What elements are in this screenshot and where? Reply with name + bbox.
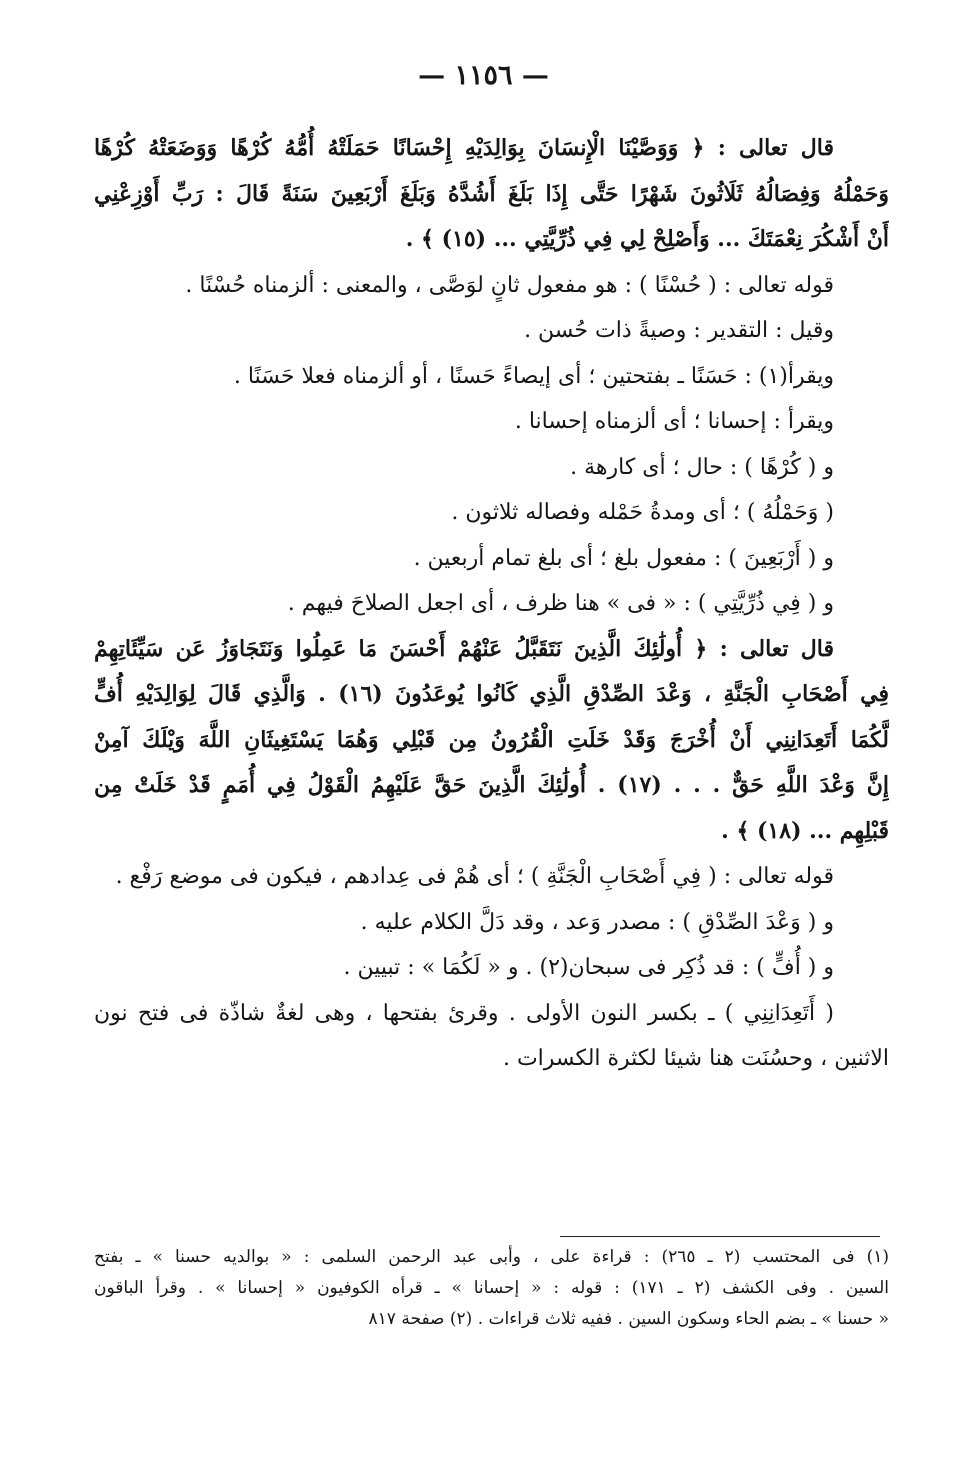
verse-line: قَبْلِهِم ... (١٨) ﴾ .: [721, 817, 889, 844]
main-text: [94, 126, 889, 1082]
verse-line: قال تعالى : ﴿ أُولَٰئِكَ الَّذِينَ نَتَقَبَّلُ عَنْهُمْ أَحْسَنَ مَا عَمِلُوا وَنَتَجَاوَزُ عَن سَيِّئَاتِهِمْ: [94, 635, 835, 662]
text-line: ( أَتَعِدَانِنِي ) ـ بكسر النون الأولى . وقرئ بفتحها ، وهى لغةٌ شاذّة فى فتح نون: [94, 1000, 834, 1026]
footnotes: [94, 1242, 889, 1335]
text-line: وقيل : التقدير : وصيةً ذات حُسن .: [524, 318, 834, 343]
page-number: — ١١٥٦ —: [418, 60, 549, 91]
text-line: قوله تعالى : ( حُسْنًا ) : هو مفعول ثانٍ لوَصَّى ، والمعنى : ألزمناه حُسْنًا .: [185, 272, 834, 298]
text-line: ( وَحَمْلُهُ ) ؛ أى ومدةُ حَمْله وفصاله ثلاثون .: [451, 500, 834, 525]
footnote-line: (١) فى المحتسب (٢ ـ ٢٦٥) : قراءة على ، وأبى عبد الرحمن السلمى : « بوالديه حسنا » ـ بفتح: [94, 1247, 889, 1267]
footnote-line: « حسنا » ـ بضم الحاء وسكون السين . ففيه ثلاث قراءات . (٢) صفحة ٨١٧: [368, 1309, 889, 1329]
text-line: و ( فِي ذُرِّيَّتِي ) : « فى » هنا ظرف ، أى اجعل الصلاحَ فيهم .: [287, 591, 834, 616]
text-line: قوله تعالى : ( فِي أَصْحَابِ الْجَنَّةِ ) ؛ أى هُمْ فى عِدادهم ، فيكون فى موضع رَفْع .: [115, 864, 834, 889]
footnote-separator: [560, 1236, 880, 1237]
text-line: الاثنين ، وحسُنَت هنا شيئا لكثرة الكسرات .: [502, 1046, 889, 1071]
footnote-line: السين . وفى الكشف (٢ ـ ١٧١) : قوله : « إحسانا » ـ قرأه الكوفيون « إحسانا » . وقرأ الباقون: [94, 1278, 889, 1298]
verse-line: إِنَّ وَعْدَ اللَّهِ حَقٌّ . . . (١٧) . أُولَٰئِكَ الَّذِينَ حَقَّ عَلَيْهِمُ الْقَوْلُ فِي أُمَمٍ قَدْ خَلَتْ مِن: [94, 772, 889, 798]
text-line: ويقرأ(١) : حَسَنًا ـ بفتحتين ؛ أى إيصاءً حَسنًا ، أو ألزمناه فعلا حَسَنًا .: [233, 363, 834, 389]
verse-line: وَحَمْلُهُ وَفِصَالُهُ ثَلَاثُونَ شَهْرًا حَتَّى إِذَا بَلَغَ أَشُدَّهُ وَبَلَغَ أَرْبَعِينَ سَنَةً قَالَ : رَبِّ أَوْزِعْنِي: [94, 180, 889, 207]
verse-line: فِي أَصْحَابِ الْجَنَّةِ ، وَعْدَ الصِّدْقِ الَّذِي كَانُوا يُوعَدُونَ (١٦) . وَالَّذِي قَالَ لِوَالِدَيْهِ أُفٍّ: [94, 681, 889, 707]
text-line: و ( أَرْبَعِينَ ) : مفعول بلغ ؛ أى بلغ تمام أربعين .: [413, 545, 834, 571]
verse-line: لَّكُمَا أَتَعِدَانِنِي أَنْ أُخْرَجَ وَقَدْ خَلَتِ الْقُرُونُ مِن قَبْلِي وَهُمَا يَسْتَغِيثَانِ اللَّهَ وَيْلَكَ آمِنْ: [94, 726, 889, 753]
text-line: و ( أُفٍّ ) : قد ذُكِر فى سبحان(٢) . و « لَكُمَا » : تبيين .: [343, 955, 834, 980]
verse-line: أَنْ أَشْكُرَ نِعْمَتَكَ ... وَأَصْلِحْ لِي فِي ذُرِّيَّتِي ... (١٥) ﴾ .: [405, 226, 889, 252]
text-line: و ( كُرْهًا ) : حال ؛ أى كارهة .: [570, 454, 834, 480]
verse-line: قال تعالى : ﴿ وَوَصَّيْنَا الْإِنسَانَ بِوَالِدَيْهِ إِحْسَانًا حَمَلَتْهُ أُمُّهُ كُرْهًا وَوَضَعَتْهُ كُرْهًا: [94, 135, 834, 161]
text-line: و ( وَعْدَ الصِّدْقِ ) : مصدر وَعد ، وقد دَلَّ الكلام عليه .: [360, 909, 834, 935]
text-line: ويقرأ : إحسانا ؛ أى ألزمناه إحسانا .: [514, 409, 834, 434]
